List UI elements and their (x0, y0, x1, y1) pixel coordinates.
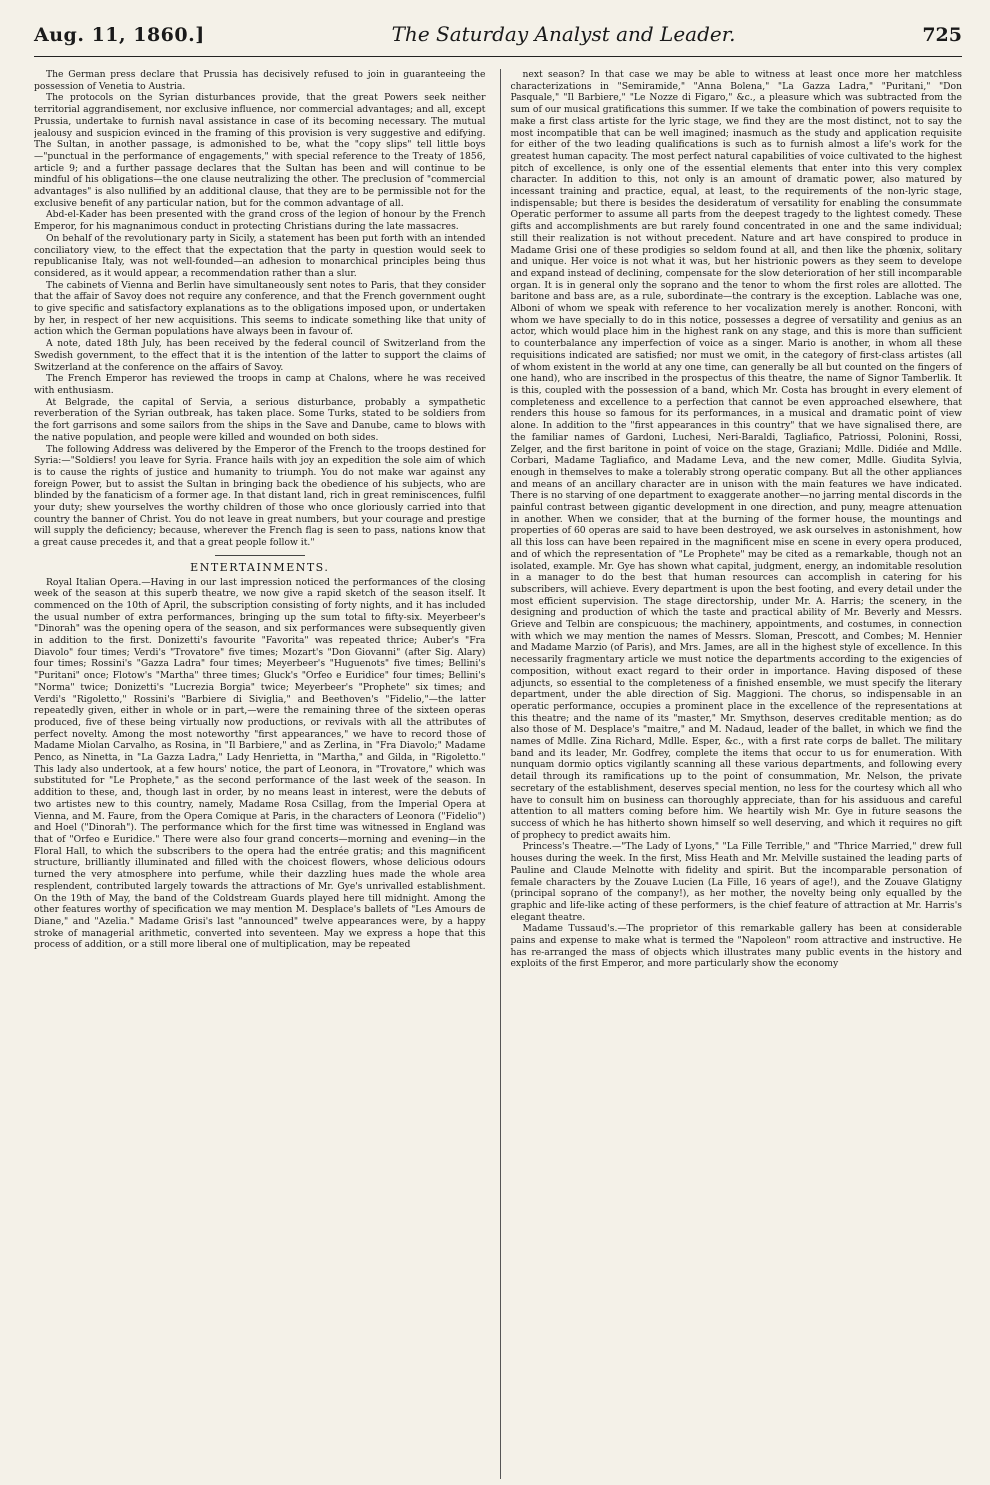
review-paragraph: Princess's Theatre.—"The Lady of Lyons," "La Fille Terrible," and "Thrice Married," drew full houses during the week. In the first, Miss Heath and Mr. Melville sustained the leading parts of Pauline and Claude Melnotte with fidelity and spirit. But the incomparable personation of female characters by the Zouave Lucien (La Fille, 16 years of age!), and the Zouave Glatigny (principal soprano of the company!), as her mother, the novelty being only equalled by the graphic and life-like acting of these performers, is the chief feature of attraction at Mr. Harris's elegant theatre. (510, 841, 962, 923)
news-paragraph: The following Address was delivered by the Emperor of the French to the troops destined for Syria:—"Soldiers! you leave for Syria. France hails with joy an expedition the sole aim of which is to cause the rights of justice and humanity to triumph. You do not make war against any foreign Power, but to assist the Sultan in bringing back the obedience of his subjects, who are blinded by the fanaticism of a former age. In that distant land, rich in great reminiscences, fulfil your duty; shew yourselves the worthy children of those who once gloriously carried into that country the banner of Christ. You do not leave in great numbers, but your courage and prestige will supply the deficiency; because, wherever the French flag is seen to pass, nations know that a great cause precedes it, and that a great people follow it." (34, 443, 486, 549)
news-paragraph: The German press declare that Prussia has decisively refused to join in guaranteeing the possession of Venetia to Austria. (34, 69, 486, 92)
news-paragraph: The protocols on the Syrian disturbances provide, that the great Powers seek neither territorial aggrandisement, nor exclusive influence, nor commercial advantages; and all, except Prussia, undertake to furnish naval assistance in case of its becoming necessary. The mutual jealousy and suspicion evinced in the framing of this provision is very suggestive and edifying. The Sultan, in another passage, is admonished to be, what the "copy slips" tell little boys—"punctual in the performance of engagements," with special reference to the Treaty of 1856, article 9; and a further passage declares that the Sultan has been and will continue to be mindful of his obligations—the one clause neutralizing the other. The preclusion of "commercial advantages" is also nullified by an additional clause, that they are to be permissible not for the exclusive benefit of any particular nation, but for the common advantage of all. (34, 92, 486, 209)
page-number: 725 (922, 24, 962, 46)
news-paragraph: A note, dated 18th July, has been received by the federal council of Switzerland from the Swedish government, to the effect that it is the intention of the latter to support the claims of Switzerland at the conference on the affairs of Savoy. (34, 338, 486, 373)
news-paragraph: Abd-el-Kader has been presented with the grand cross of the legion of honour by the French Emperor, for his magnanimous conduct in protecting Christians during the late massacres. (34, 209, 486, 233)
issue-date: Aug. 11, 1860.] (34, 24, 205, 46)
news-paragraph: The cabinets of Vienna and Berlin have simultaneously sent notes to Paris, that they consider that the affair of Savoy does not require any conference, and that the French government ought to give specific and satisfactory explanations as to the obligations imposed upon, or undertaken by her, in respect of her new acquisitions. This seems to indicate something like that unity of action which the German populations have always been in favour of. (34, 279, 486, 338)
section-divider (215, 555, 305, 556)
columns (34, 69, 962, 1479)
page-header (34, 22, 962, 57)
news-paragraph: At Belgrade, the capital of Servia, a serious disturbance, probably a sympathetic reverberation of the Syrian outbreak, has taken place. Some Turks, stated to be soldiers from the fort garrisons and some sailors from the ships in the Save and Danube, came to blows with the native population, and people were killed and wounded on both sides. (34, 396, 486, 443)
section-heading: ENTERTAINMENTS. (190, 560, 330, 574)
publication-title: The Saturday Analyst and Leader. (391, 22, 736, 46)
review-paragraph: next season? In that case we may be able to witness at least once more her matchless characterizations in "Semiramide," "Anna Bolena," "La Gazza Ladra," "Puritani," "Don Pasquale," "Il Barbiere," "Le Nozze di Figaro," &c., a pleasure which was subtracted from the sum of our musical gratifications this summer. If we take the combination of powers requisite to make a first class artiste for the lyric stage, we find they are the most distinct, not to say the most incompatible that can be well imagined; inasmuch as the study and application requisite for either of the two leading qualifications is such as to furnish almost a life's work for the greatest human capacity. The most perfect natural capabilities of voice cultivated to the highest pitch of excellence, is only one of the essential elements that enter into this very complex character. In addition to this, not only is an amount of dramatic power, also matured by incessant training and practice, equal, at least, to the requirements of the non-lyric stage, indispensable; but there is besides the desideratum of versatility for enabling the consummate Operatic performer to assume all parts from the deepest tragedy to the lightest comedy. These gifts and accomplishments are but rarely found concentrated in one and the same individual; still their realization is not without precedent. Nature and art have conspired to produce in Madame Grisi one of these prodigies so seldom found at all, and then like the phœnix, solitary and unique. Her voice is not what it was, but her histrionic powers as they seem to develope and expand instead of declining, compensate for the slow deterioration of her still incomparable organ. It is in general only the soprano and the tenor to whom the first roles are allotted. The baritone and bass are, as a rule, subordinate—the contrary is the exception. Lablache was one, Alboni of whom we speak with reference to her vocalization merely is another. Ronconi, with whom we have specially to do in this notice, possesses a degree of versatility and genius as an actor, which would place him in the highest rank on any stage, and this is more than sufficient to counterbalance any imperfection of voice as a singer. Mario is another, in whom all these requisitions indicated are satisfied; nor must we omit, in the category of first-class artistes (all of whom existent in the world at any one time, can generally be all but counted on the fingers of one hand), who are inscribed in the prospectus of this theatre, the name of Signor Tamberlik. It is this, coupled with the possession of a band, which Mr. Costa has brought in every element of completeness and excellence to a perfection that cannot be even approached elsewhere, that renders this house so famous for its performances, in a musical and dramatic point of view alone. In addition to the "first appearances in this country" that we have signalised there, are the familiar names of Gardoni, Luchesi, Neri-Baraldi, Tagliafico, Patriossi, Polonini, Rossi, Zelger, and the first baritone in point of voice on the stage, Graziani; Mdlle. Didiée and Mdlle. Corbari, Madame Tagliafico, and Madame Leva, and the new comer, Mdlle. Giudita Sylvia, enough in themselves to make a tolerably strong operatic company. But all the other appliances and means of an ancillary character are in unison with the main features we have indicated. There is no starving of one department to exaggerate another—no jarring mental discords in the painful contrast between gigantic development in one direction, and puny, meagre attenuation in another. When we consider, that at the burning of the former house, the mountings and properties of 60 operas are said to have been destroyed, we ask ourselves in astonishment, how all this loss can have been repaired in the magnificent mise en scene in every opera produced, and of which the representation of "Le Prophete" may be cited as a remarkable, though not an isolated, example. Mr. Gye has shown what capital, judgment, energy, an indomitable resolution in a manager to do the best that human resources can accomplish in catering for his subscribers, will achieve. Every department is upon the best footing, and every detail under the most efficient supervision. The stage directorship, under Mr. A. Harris; the scenery, in the designing and production of which the taste and practical ability of Mr. Beverly and Messrs. Grieve and Telbin are conspicuous; the machinery, appointments, and costumes, in connection with which we may mention the names of Messrs. Sloman, Prescott, and Combes; M. Hennier and Madame Marzio (of Paris), and Mrs. James, are all in the highest style of excellence. In this necessarily fragmentary article we must notice the departments according to the exigencies of composition, without exact regard to their order in importance. Having disposed of these adjuncts, so essential to the completeness of a finished ensemble, we must specify the literary department, under the able direction of Sig. Maggioni. The chorus, so indispensable in an operatic performance, occupies a prominent place in the excellence of the representations at this theatre; and the name of its "master," Mr. Smythson, deserves creditable mention; as do also those of M. Desplace's "maitre," and M. Nadaud, leader of the ballet, in which we find the names of Mdlle. Zina Richard, Mdlle. Esper, &c., with a first rate corps de ballet. The military band and its leader, Mr. Godfrey, complete the items that occur to us for enumeration. With nunquam dormio optics vigilantly scanning all these various departments, and following every detail through its ramifications up to the point of consummation, Mr. Nelson, the private secretary of the establishment, deserves special mention, no less for the courtesy which all who have to consult him on business can thoroughly appreciate, than for his assiduous and careful attention to all matters coming before him. We heartily wish Mr. Gye in future seasons the success of which he has hitherto shown himself so well deserving, and which it requires no gift of prophecy to predict awaits him. (510, 69, 962, 841)
news-paragraph: The French Emperor has reviewed the troops in camp at Chalons, where he was received with enthusiasm. (34, 373, 486, 396)
left-column (34, 69, 486, 1479)
review-paragraph: Royal Italian Opera.—Having in our last impression noticed the performances of the closing week of the season at this superb theatre, we now give a rapid sketch of the season itself. It commenced on the 10th of April, the subscription consisting of forty nights, and it has included the usual number of extra performances, bringing up the sum total to fifty-six. Meyerbeer's "Dinorah" was the opening opera of the season, and six performances were subsequently given in addition to the first. Donizetti's favourite "Favorita" was repeated thrice; Auber's "Fra Diavolo" four times; Verdi's "Trovatore" five times; Mozart's "Don Giovanni" (after Sig. Alary) four times; Rossini's "Gazza Ladra" four times; Meyerbeer's "Huguenots" five times; Bellini's "Puritani" once; Flotow's "Martha" three times; Gluck's "Orfeo e Euridice" four times; Bellini's "Norma" twice; Donizetti's "Lucrezia Borgia" twice; Meyerbeer's "Prophete" six times; and Verdi's "Rigoletto," Rossini's "Barbiere di Siviglia," and Beethoven's "Fidelio,"—the latter repeatedly given, either in whole or in part,—were the remaining three of the sixteen operas produced, five of these being virtually now productions, or revivals with all the attributes of perfect novelty. Among the most noteworthy "first appearances," we have to record those of Madame Miolan Carvalho, as Rosina, in "Il Barbiere," and as Zerlina, in "Fra Diavolo;" Madame Penco, as Ninetta, in "La Gazza Ladra," Lady Henrietta, in "Martha," and Gilda, in "Rigoletto." This lady also undertook, at a few hours' notice, the part of Leonora, in "Trovatore," which was substituted for "Le Prophete," as the second performance of the last week of the season. In addition to these, and, though last in order, by no means least in interest, were the debuts of two artistes new to this country, namely, Madame Rosa Csillag, from the Imperial Opera at Vienna, and M. Faure, from the Opera Comique at Paris, in the characters of Leonora ("Fidelio") and Hoel ("Dinorah"). The performance which for the first time was witnessed in England was that of "Orfeo e Euridice." There were also four grand concerts—morning and evening—in the Floral Hall, to which the subscribers to the opera had the entrée gratis; and this magnificent structure, brilliantly illuminated and filled with the choicest flowers, whose delicious odours turned the very atmosphere into perfume, while their dazzling hues made the whole area resplendent, contributed largely towards the attractions of Mr. Gye's unrivalled establishment. On the 19th of May, the band of the Coldstream Guards played here till midnight. Among the other features worthy of specification we may mention M. Desplace's ballets of "Les Amours de Diane," and "Azelia." Madame Grisi's last "announced" twelve appearances were, by a happy stroke of managerial arithmetic, converted into seventeen. May we express a hope that this process of addition, or a still more liberal one of multiplication, may be repeated (34, 576, 486, 951)
review-paragraph: Madame Tussaud's.—The proprietor of this remarkable gallery has been at considerable pains and expense to make what is termed the "Napoleon" room attractive and instructive. He has re-arranged the mass of objects which illustrates many public events in the history and exploits of the first Emperor, and more particularly show the economy (510, 923, 962, 970)
news-paragraph: On behalf of the revolutionary party in Sicily, a statement has been put forth with an intended conciliatory view, to the effect that the expectation that the party in question would seek to republicanise Italy, was not well-founded—an adhesion to monarchical principles being thus considered, as it would appear, a recommendation rather than a slur. (34, 232, 486, 279)
right-column (500, 69, 963, 1479)
